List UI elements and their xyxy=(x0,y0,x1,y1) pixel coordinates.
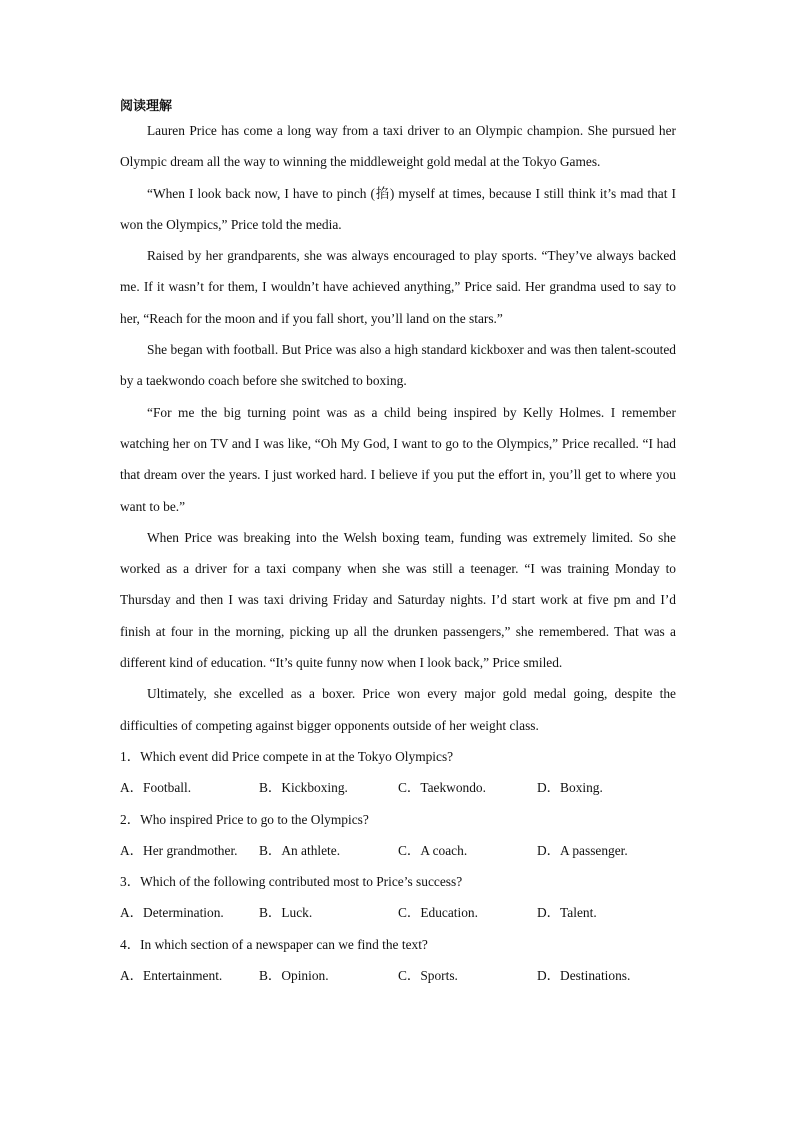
section-title: 阅读理解 xyxy=(120,99,173,114)
passage-paragraph-2: “When I look back now, I have to pinch (掐) myself at times, because I still think it’s mad that I won the Olympics,” Price told the media. xyxy=(120,185,676,232)
option-a: A．Football. xyxy=(120,780,192,796)
option-d: D．Boxing. xyxy=(537,780,603,796)
option-a: A．Determination. xyxy=(120,905,224,921)
question-1 xyxy=(120,741,676,804)
passage-paragraph-3: Raised by her grandparents, she was always encouraged to play sports. “They’ve always backed me. If it wasn’t for them, I wouldn’t have achieved anything,” Price said. Her grandma used to say to her, “Reach for the moon and if you fall short, you’ll land on the stars.” xyxy=(120,248,676,326)
option-b: B．Kickboxing. xyxy=(259,780,348,796)
question-text: 3．Which of the following contributed most to Price’s success? xyxy=(120,874,463,890)
option-a: A．Her grandmother. xyxy=(120,842,238,858)
option-d: D．A passenger. xyxy=(537,842,628,858)
option-d: D．Talent. xyxy=(537,905,597,921)
passage-paragraph-1: Lauren Price has come a long way from a taxi driver to an Olympic champion. She pursued her Olympic dream all the way to winning the middleweight gold medal at the Tokyo Games. xyxy=(120,123,676,170)
options-row xyxy=(120,835,676,866)
passage xyxy=(120,115,676,741)
option-c: C．Taekwondo. xyxy=(398,780,486,796)
passage-paragraph-5: “For me the big turning point was as a child being inspired by Kelly Holmes. I remember watching her on TV and I was like, “Oh My God, I want to go to the Olympics,” Price recalled. “I had that dream over the years. I just worked hard. I believe if you put the effort in, you’ll get to where you want to be.” xyxy=(120,404,676,514)
question-4 xyxy=(120,929,676,992)
options-row xyxy=(120,897,676,928)
option-c: C．A coach. xyxy=(398,842,468,858)
question-3 xyxy=(120,866,676,929)
option-a: A．Entertainment. xyxy=(120,968,223,984)
question-text: 4．In which section of a newspaper can we find the text? xyxy=(120,936,428,952)
options-row xyxy=(120,772,676,803)
question-text: 2．Who inspired Price to go to the Olympics? xyxy=(120,811,369,827)
passage-paragraph-6: When Price was breaking into the Welsh boxing team, funding was extremely limited. So she worked as a driver for a taxi company when she was still a teenager. “I was training Monday to Thursday and then I was taxi driving Friday and Saturday nights. I’d start work at five pm and I’d finish at four in the morning, picking up all the drunken passengers,” she remembered. That was a different kind of education. “It’s quite funny now when I look back,” Price smiled. xyxy=(120,529,676,671)
option-b: B．An athlete. xyxy=(259,842,341,858)
question-2 xyxy=(120,804,676,867)
option-b: B．Opinion. xyxy=(259,968,329,984)
passage-paragraph-4: She began with football. But Price was also a high standard kickboxer and was then talent-scouted by a taekwondo coach before she switched to boxing. xyxy=(120,342,676,389)
options-row xyxy=(120,960,676,991)
option-b: B．Luck. xyxy=(259,905,313,921)
document-page xyxy=(120,98,676,991)
option-c: C．Education. xyxy=(398,905,478,921)
question-text: 1．Which event did Price compete in at the Tokyo Olympics? xyxy=(120,748,454,764)
passage-paragraph-7: Ultimately, she excelled as a boxer. Price won every major gold medal going, despite the difficulties of competing against bigger opponents outside of her weight class. xyxy=(120,686,676,733)
option-c: C．Sports. xyxy=(398,968,458,984)
option-d: D．Destinations. xyxy=(537,968,631,984)
question-list xyxy=(120,741,676,991)
